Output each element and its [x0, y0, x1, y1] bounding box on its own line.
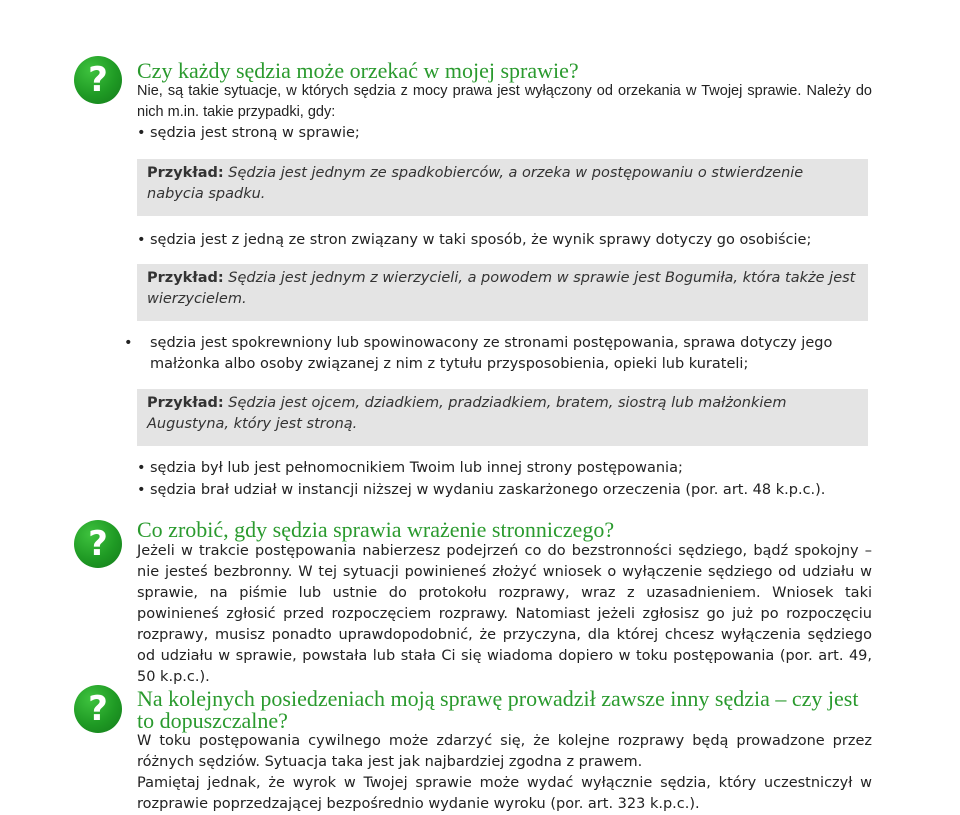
example-box — [137, 389, 868, 446]
bullet-text: sędzia jest z jedną ze stron związany w taki sposób, że wynik sprawy dotyczy go osobiście; — [150, 232, 812, 248]
bullet-text: sędzia jest spokrewniony lub spowinowacony ze stronami postępowania, sprawa dotyczy jego małżonka albo osoby związanej z nim z tytułu przysposobienia, opieki lub kurateli; — [150, 335, 833, 372]
section3-para2: Pamiętaj jednak, że wyrok w Twojej sprawie może wydać wyłącznie sędzia, który uczestniczył w rozprawie poprzedzającej bezpośrednio wydanie wyroku (por. art. 323 k.p.c.). — [137, 775, 872, 812]
example-text: Sędzia jest jednym ze spadkobierców, a orzeka w postępowaniu o stwierdzenie nabycia spadku. — [147, 165, 804, 202]
example-box — [137, 159, 868, 216]
bullet-text: sędzia brał udział w instancji niższej w wydaniu zaskarżonego orzeczenia (por. art. 48 k.p.c.). — [150, 482, 826, 498]
bullet-icon: • — [137, 482, 146, 498]
list-item — [137, 230, 872, 251]
bullet-icon: • — [137, 232, 146, 248]
example-text: Sędzia jest ojcem, dziadkiem, pradziadkiem, bratem, siostrą lub małżonkiem Augustyna, który jest stroną. — [147, 395, 787, 432]
question-mark-icon: ? — [74, 56, 122, 104]
list-item — [137, 123, 872, 144]
section3-heading: Na kolejnych posiedzeniach moją sprawę prowadził zawsze inny sędzia – czy jest to dopuszczalne? — [137, 686, 859, 733]
example-text: Sędzia jest jednym z wierzycieli, a powodem w sprawie jest Bogumiła, która także jest wierzycielem. — [147, 270, 856, 307]
example-label: Przykład: — [147, 165, 224, 181]
example-box — [137, 264, 868, 321]
section1-heading: Czy każdy sędzia może orzekać w mojej sprawie? — [137, 58, 579, 83]
bullet-text: sędzia jest stroną w sprawie; — [150, 125, 360, 141]
example-label: Przykład: — [147, 395, 224, 411]
section1-intro: Nie, są takie sytuacje, w których sędzia z mocy prawa jest wyłączony od orzekania w Twojej sprawie. Należy do nich m.in. takie przypadki, gdy: — [137, 83, 872, 120]
list-item — [137, 480, 872, 501]
list-item — [137, 458, 872, 479]
example-label: Przykład: — [147, 270, 224, 286]
section3-para1: W toku postępowania cywilnego może zdarzyć się, że kolejne rozprawy będą prowadzone przez różnych sędziów. Sytuacja taka jest jak najbardziej zgodna z prawem. — [137, 733, 872, 770]
list-item — [124, 333, 885, 375]
question-mark-icon: ? — [74, 685, 122, 733]
section2-body: Jeżeli w trakcie postępowania nabierzesz podejrzeń co do bezstronności sędziego, bądź spokojny – nie jesteś bezbronny. W tej sytuacji powinieneś złożyć wniosek o wyłączenie sędziego od udziału w sprawie, na piśmie lub ustnie do protokołu rozprawy, wraz z uzasadnieniem. Wniosek taki powinieneś zgłosić przed rozpoczęciem rozprawy. Natomiast jeżeli zgłosisz go już po rozpoczęciu rozprawy, musisz ponadto uprawdopodobnić, że przyczyna, dla której chcesz wyłączenia sędziego od udziału w sprawie, powstała lub stała Ci się wiadoma dopiero w toku postępowania (por. art. 49, 50 k.p.c.). — [137, 543, 872, 685]
section2-heading: Co zrobić, gdy sędzia sprawia wrażenie stronniczego? — [137, 517, 615, 542]
bullet-icon: • — [124, 335, 133, 351]
bullet-text: sędzia był lub jest pełnomocnikiem Twoim lub innej strony postępowania; — [150, 460, 683, 476]
bullet-icon: • — [137, 460, 146, 476]
bullet-icon: • — [137, 125, 146, 141]
question-mark-icon: ? — [74, 520, 122, 568]
